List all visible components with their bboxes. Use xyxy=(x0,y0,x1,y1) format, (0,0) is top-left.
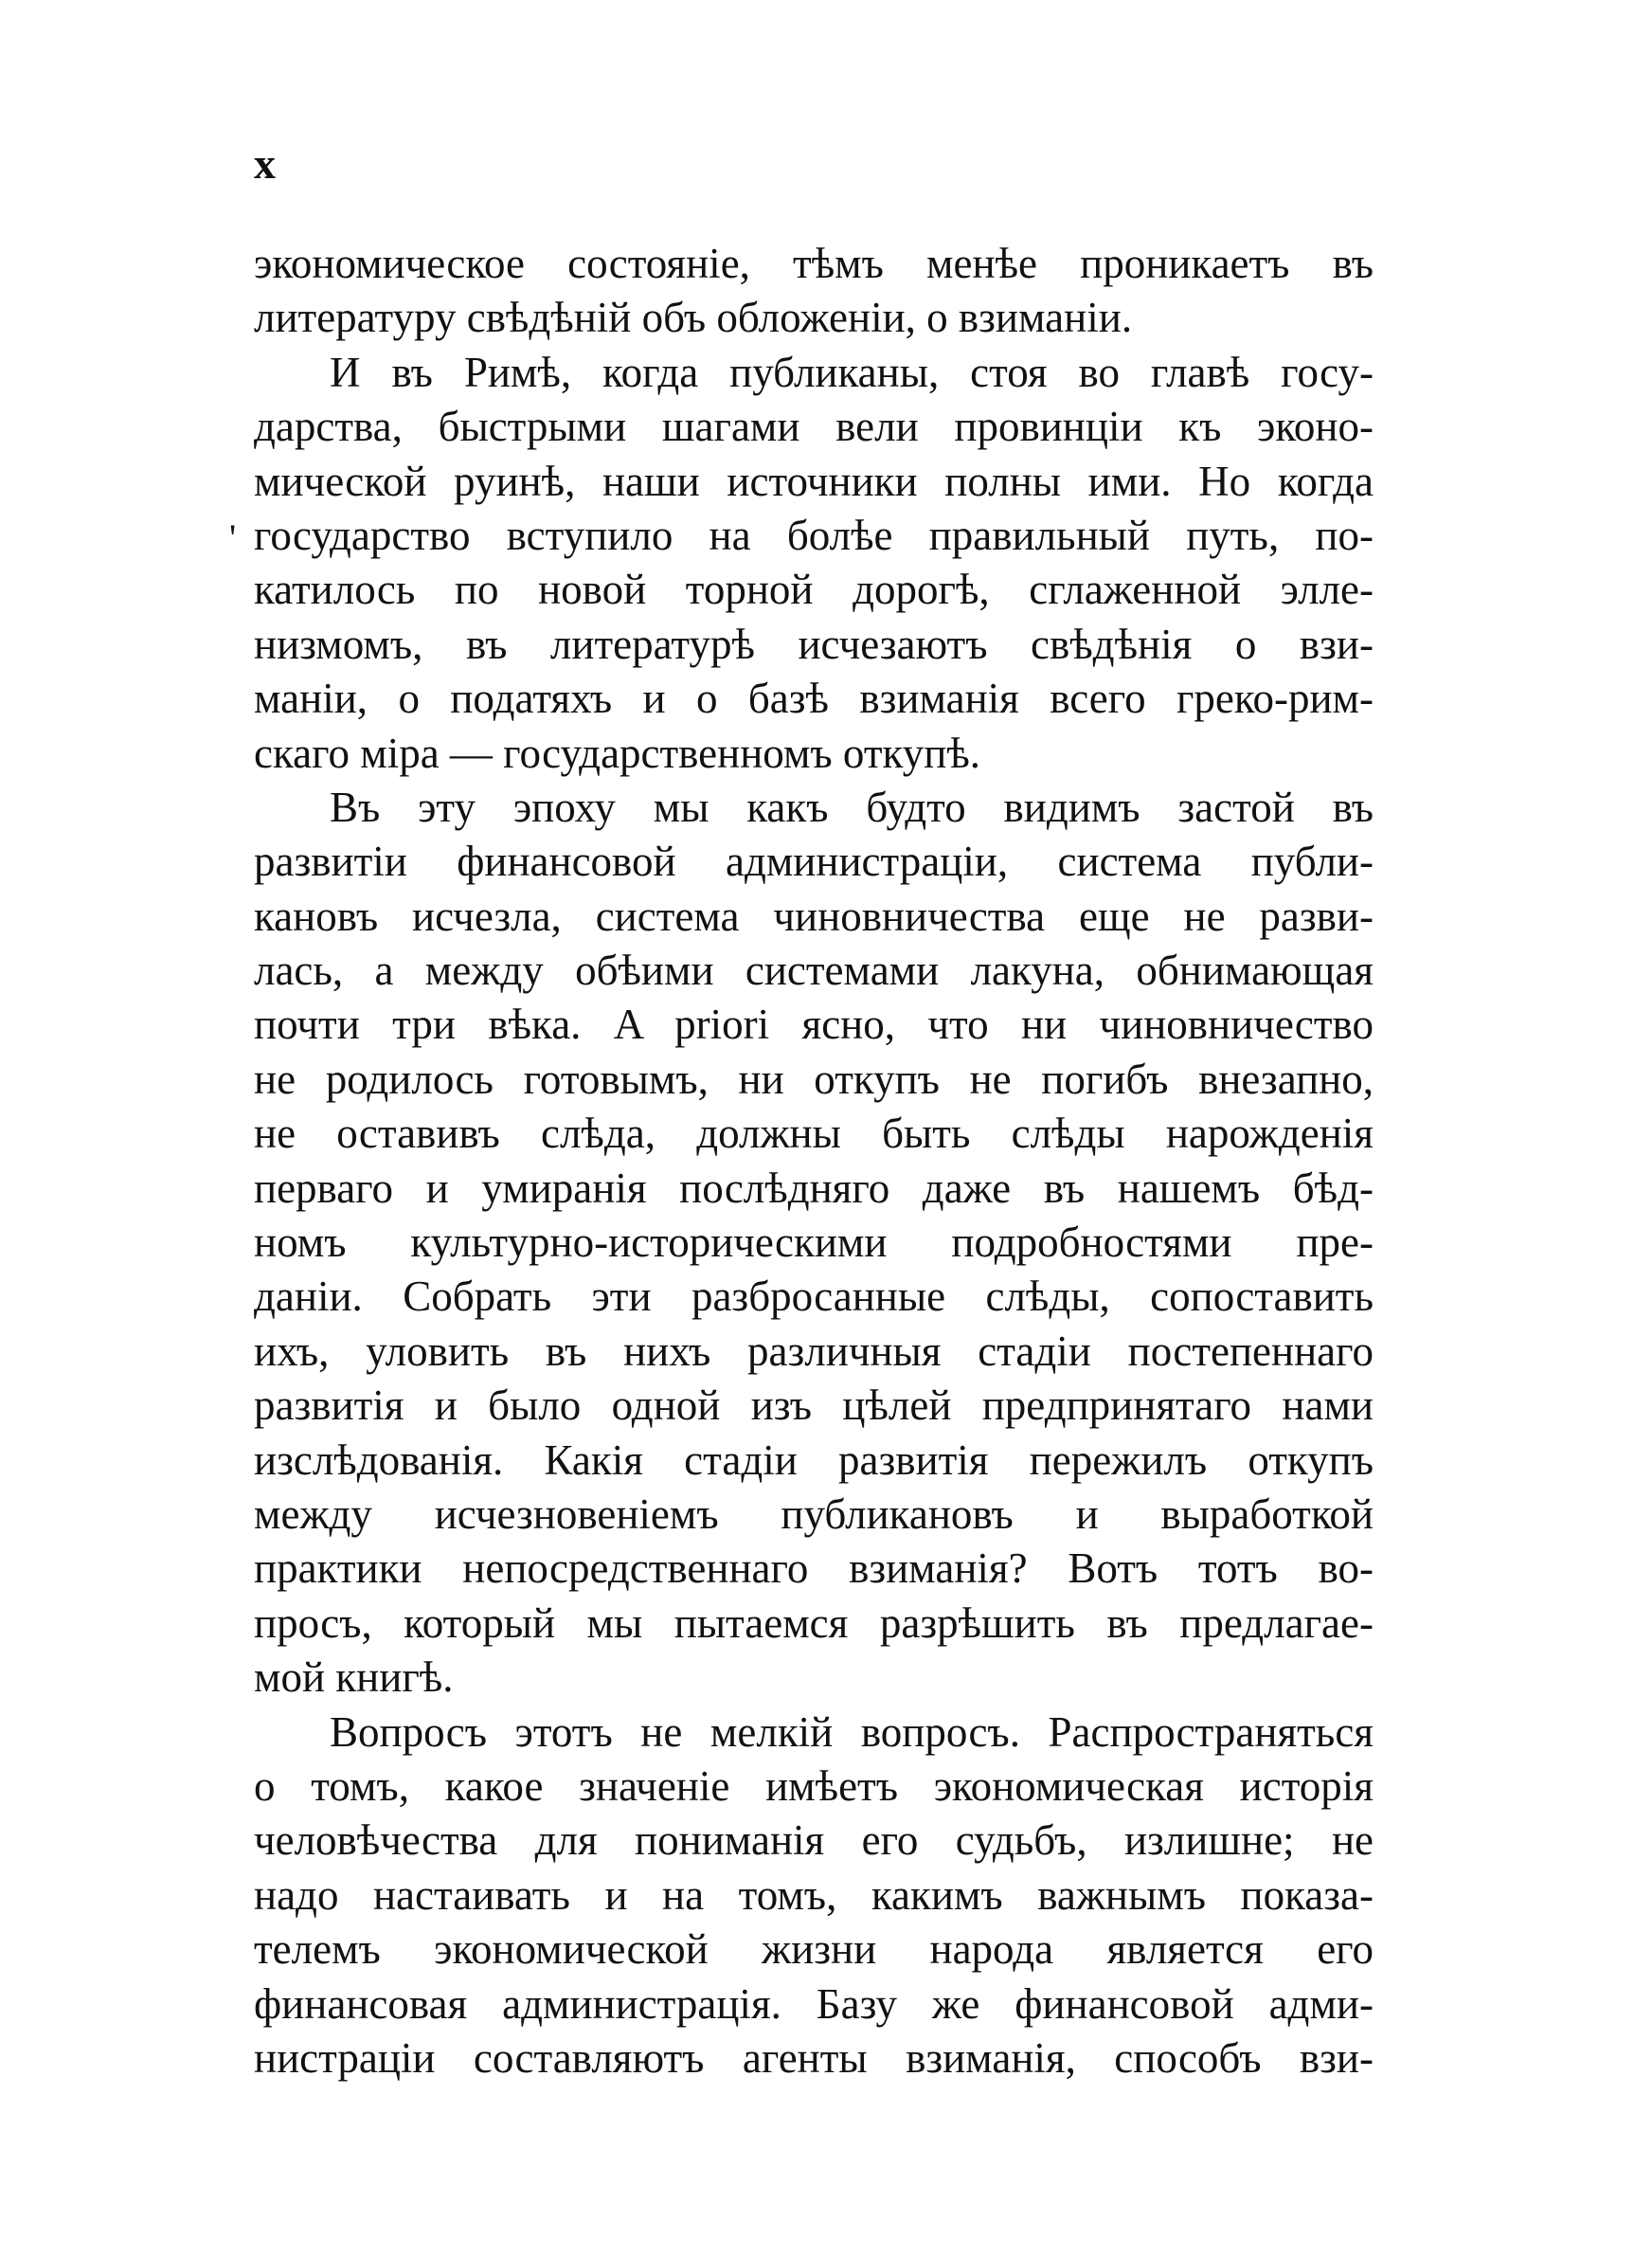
text-line: даніи. Собрать эти разбросанные слѣды, сопоставить xyxy=(254,1273,1374,1321)
text-line: развитіи финансовой администраціи, система публи- xyxy=(254,838,1374,886)
text-line: не родилось готовымъ, ни откупъ не погибъ внезапно, xyxy=(254,1055,1374,1103)
paragraph xyxy=(254,781,1374,1706)
text-line: не оставивъ слѣда, должны быть слѣды нарожденія xyxy=(254,1110,1374,1158)
text-line: финансовая администрація. Базу же финансовой адми- xyxy=(254,1979,1374,2028)
text-line: скаго міра — государственномъ откупѣ. xyxy=(254,729,980,777)
text-line: мической руинѣ, наши источники полны ими. Но когда xyxy=(254,457,1374,505)
text-line: человѣчества для пониманія его судьбъ, излишне; не xyxy=(254,1816,1374,1865)
text-line: кановъ исчезла, система чиновничества еще не разви- xyxy=(254,892,1374,940)
text-line: нистраціи составляютъ агенты взиманія, способъ взи- xyxy=(254,2033,1374,2082)
paragraph xyxy=(254,346,1374,781)
paragraph xyxy=(254,237,1374,346)
text-line: развитія и было одной изъ цѣлей предпринятаго нами xyxy=(254,1381,1374,1430)
text-line: литературу свѣдѣній объ обложеніи, о взиманіи. xyxy=(254,294,1133,342)
text-line: Вопросъ этотъ не мелкій вопросъ. Распространяться xyxy=(330,1707,1374,1756)
page-number: x xyxy=(254,139,276,188)
margin-mark: ' xyxy=(229,516,237,559)
text-line: лась, а между обѣими системами лакуна, обнимающая xyxy=(254,947,1374,995)
text-line: мой книгѣ. xyxy=(254,1653,454,1702)
text-line: государство вступило на болѣе правильный путь, по- xyxy=(254,511,1374,559)
text-line: И въ Римѣ, когда публиканы, стоя во главѣ госу- xyxy=(330,348,1374,396)
body-text xyxy=(254,237,1374,2085)
text-line: практики непосредственнаго взиманія? Вотъ тотъ во- xyxy=(254,1544,1374,1593)
text-line: катилось по новой торной дорогѣ, сглаженной элле- xyxy=(254,566,1374,614)
text-line: между исчезновеніемъ публикановъ и выработкой xyxy=(254,1490,1374,1538)
text-line: о томъ, какое значеніе имѣетъ экономическая исторія xyxy=(254,1761,1374,1810)
paragraph xyxy=(254,1706,1374,2086)
text-line: низмомъ, въ литературѣ исчезаютъ свѣдѣнія о взи- xyxy=(254,620,1374,668)
text-line: изслѣдованія. Какія стадіи развитія пережилъ откупъ xyxy=(254,1435,1374,1484)
text-line: Въ эту эпоху мы какъ будто видимъ застой въ xyxy=(330,783,1374,831)
text-line: ихъ, уловить въ нихъ различныя стадіи постепеннаго xyxy=(254,1327,1374,1375)
text-line: маніи, о податяхъ и о базѣ взиманія всего греко-рим- xyxy=(254,675,1374,723)
text-line: дарства, быстрыми шагами вели провинціи къ эконо- xyxy=(254,403,1374,451)
text-line: перваго и умиранія послѣдняго даже въ нашемъ бѣд- xyxy=(254,1164,1374,1212)
text-line: почти три вѣка. A priori ясно, что ни чиновничество xyxy=(254,1001,1374,1049)
text-line: экономическое состояніе, тѣмъ менѣе проникаетъ въ xyxy=(254,240,1374,287)
text-line: просъ, который мы пытаемся разрѣшить въ предлагае- xyxy=(254,1598,1374,1647)
text-line: надо настаивать и на томъ, какимъ важнымъ показа- xyxy=(254,1870,1374,1919)
text-line: номъ культурно-историческими подробностями пре- xyxy=(254,1219,1374,1267)
text-line: телемъ экономической жизни народа является его xyxy=(254,1925,1374,1974)
